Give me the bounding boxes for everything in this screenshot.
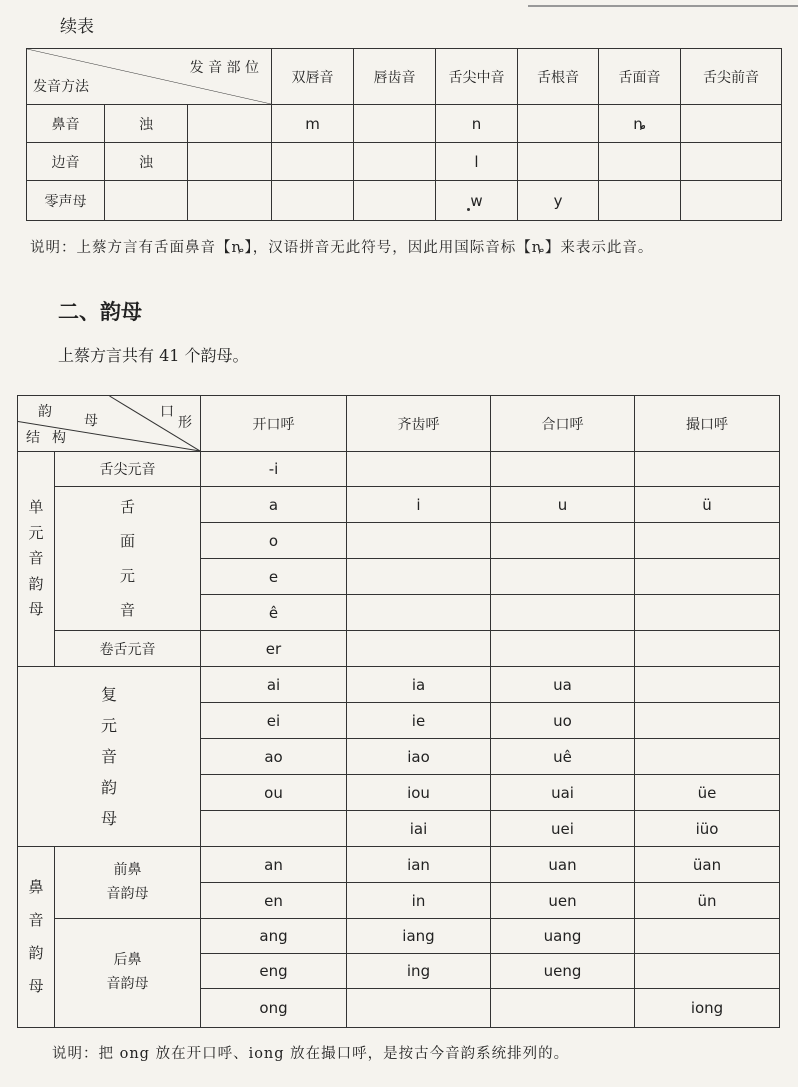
cell — [347, 523, 491, 559]
cell — [635, 631, 780, 667]
cell — [347, 989, 491, 1028]
cell — [635, 595, 780, 631]
cell: uei — [491, 811, 635, 847]
cell: i — [347, 487, 491, 523]
subgroup-label: 前鼻 音韵母 — [55, 847, 201, 919]
cell: w — [436, 181, 518, 221]
cell: ang — [201, 919, 347, 954]
col-header: 舌尖中音 — [436, 49, 518, 105]
cell: uen — [491, 883, 635, 919]
cell: ia — [347, 667, 491, 703]
cell — [681, 181, 782, 221]
cell: ueng — [491, 954, 635, 989]
col-header: 齐齿呼 — [347, 396, 491, 452]
cell: en — [201, 883, 347, 919]
cell — [635, 523, 780, 559]
cell: iou — [347, 775, 491, 811]
table-row — [18, 487, 780, 523]
cell: ün — [635, 883, 780, 919]
table2-corner-header: 韵 母 口 形 结 构 — [18, 396, 201, 452]
finals-table — [17, 395, 780, 1028]
cell — [272, 181, 354, 221]
method-cell: 零声母 — [27, 181, 105, 221]
col-header: 舌面音 — [599, 49, 681, 105]
cell: uê — [491, 739, 635, 775]
cell: ing — [347, 954, 491, 989]
cell: o — [201, 523, 347, 559]
subgroup-label: 舌尖元音 — [55, 452, 201, 487]
cell — [635, 703, 780, 739]
cell: eng — [201, 954, 347, 989]
method-cell: 边音 — [27, 143, 105, 181]
continued-label: 续表 — [60, 17, 94, 37]
cell: ȵ — [599, 105, 681, 143]
cell — [681, 143, 782, 181]
group-label-compound: 复 元 音 韵 母 — [18, 667, 201, 847]
cell: m — [272, 105, 354, 143]
cell: uan — [491, 847, 635, 883]
cell — [201, 811, 347, 847]
subgroup-label: 后鼻 音韵母 — [55, 919, 201, 1028]
top-rule — [528, 0, 798, 7]
group-label-simple: 单 元 音 韵 母 — [18, 452, 55, 667]
table-row — [18, 631, 780, 667]
section-intro: 上蔡方言共有 41 个韵母。 — [58, 346, 249, 365]
table-row — [27, 105, 782, 143]
col-header: 舌根音 — [518, 49, 599, 105]
cell — [347, 595, 491, 631]
voicing-cell: 浊 — [105, 105, 188, 143]
cell: uang — [491, 919, 635, 954]
cell: uo — [491, 703, 635, 739]
cell: iüo — [635, 811, 780, 847]
table-row — [18, 452, 780, 487]
cell — [491, 631, 635, 667]
cell: in — [347, 883, 491, 919]
method-cell: 鼻音 — [27, 105, 105, 143]
cell — [491, 523, 635, 559]
cell — [518, 143, 599, 181]
cell: iong — [635, 989, 780, 1028]
col-header: 撮口呼 — [635, 396, 780, 452]
cell: ü — [635, 487, 780, 523]
group-label-nasal: 鼻 音 韵 母 — [18, 847, 55, 1028]
cell — [491, 452, 635, 487]
cell — [491, 989, 635, 1028]
initials-table-continued — [26, 48, 782, 221]
cell: y — [518, 181, 599, 221]
cell — [354, 143, 436, 181]
cell: ê — [201, 595, 347, 631]
cell — [354, 181, 436, 221]
cell — [635, 919, 780, 954]
section-title: 二、韵母 — [58, 300, 142, 324]
cell: iang — [347, 919, 491, 954]
voicing-cell: 浊 — [105, 143, 188, 181]
cell: an — [201, 847, 347, 883]
cell: ou — [201, 775, 347, 811]
cell: ua — [491, 667, 635, 703]
cell — [635, 667, 780, 703]
cell: üe — [635, 775, 780, 811]
cell: l — [436, 143, 518, 181]
table-row — [18, 919, 780, 954]
table-row — [18, 667, 780, 703]
cell: n — [436, 105, 518, 143]
table-row — [18, 847, 780, 883]
col-header: 开口呼 — [201, 396, 347, 452]
table-row — [27, 181, 782, 221]
col-header: 合口呼 — [491, 396, 635, 452]
subgroup-label: 舌 面 元 音 — [55, 487, 201, 631]
cell: uai — [491, 775, 635, 811]
cell — [681, 105, 782, 143]
cell: ong — [201, 989, 347, 1028]
cell: ao — [201, 739, 347, 775]
cell — [518, 105, 599, 143]
table-row — [27, 143, 782, 181]
table1-corner-header: 发 音 部 位 发音方法 — [27, 49, 272, 105]
cell: iai — [347, 811, 491, 847]
cell: ie — [347, 703, 491, 739]
cell — [354, 105, 436, 143]
cell: a — [201, 487, 347, 523]
cell: er — [201, 631, 347, 667]
cell — [599, 143, 681, 181]
cell: e — [201, 559, 347, 595]
cell — [347, 631, 491, 667]
cell — [272, 143, 354, 181]
cell: ian — [347, 847, 491, 883]
cell — [491, 595, 635, 631]
col-header: 双唇音 — [272, 49, 354, 105]
cell — [599, 181, 681, 221]
cell — [635, 559, 780, 595]
cell: iao — [347, 739, 491, 775]
cell: ai — [201, 667, 347, 703]
cell — [347, 452, 491, 487]
table2-note: 说明：把 ong 放在开口呼、iong 放在撮口呼，是按古今音韵系统排列的。 — [52, 1046, 570, 1062]
cell — [635, 452, 780, 487]
table1-note: 说明：上蔡方言有舌面鼻音【ȵ】，汉语拼音无此符号，因此用国际音标【ȵ】来表示此音。 — [30, 240, 654, 256]
cell: ei — [201, 703, 347, 739]
cell: -i — [201, 452, 347, 487]
cell: üan — [635, 847, 780, 883]
cell — [491, 559, 635, 595]
cell — [347, 559, 491, 595]
col-header: 唇齿音 — [354, 49, 436, 105]
voicing-cell — [105, 181, 188, 221]
cell — [635, 739, 780, 775]
cell — [635, 954, 780, 989]
cell: u — [491, 487, 635, 523]
subgroup-label: 卷舌元音 — [55, 631, 201, 667]
col-header: 舌尖前音 — [681, 49, 782, 105]
